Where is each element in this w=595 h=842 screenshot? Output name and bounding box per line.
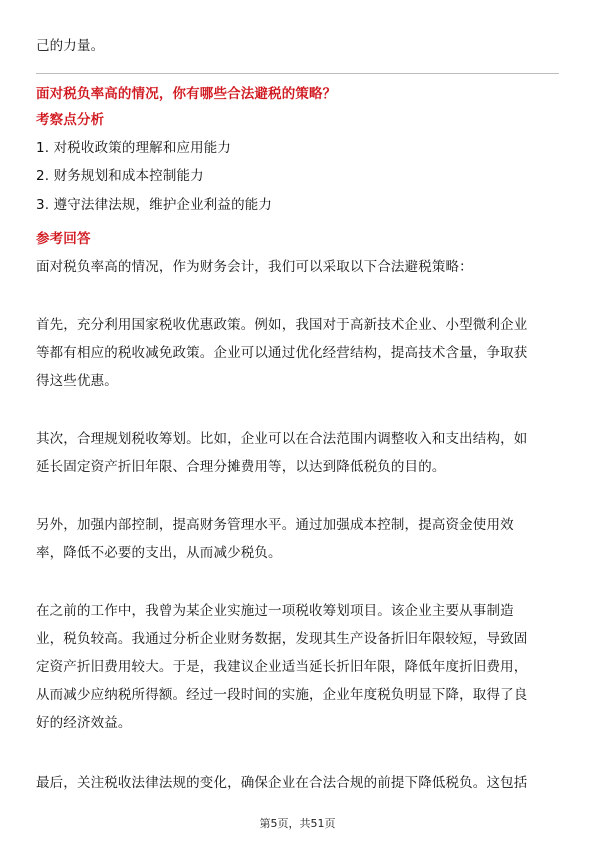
- analysis-item: 1. 对税收政策的理解和应用能力: [36, 140, 232, 156]
- paragraph-line: 得这些优惠。: [36, 373, 118, 389]
- paragraph-line: 首先，充分利用国家税收优惠政策。例如，我国对于高新技术企业、小型微利企业: [36, 317, 528, 333]
- paragraph-line: 等都有相应的税收减免政策。企业可以通过优化经营结构，提高技术含量，争取获: [36, 345, 528, 361]
- section-divider: [36, 73, 559, 74]
- answer-heading: 参考回答: [36, 231, 91, 247]
- paragraph-line: 最后，关注税收法律法规的变化，确保企业在合法合规的前提下降低税负。这包括: [36, 775, 528, 791]
- answer-intro: 面对税负率高的情况，作为财务会计，我们可以采取以下合法避税策略：: [36, 259, 473, 275]
- paragraph-line: 率，降低不必要的支出，从而减少税负。: [36, 545, 282, 561]
- question-title: 面对税负率高的情况，你有哪些合法避税的策略？: [36, 86, 337, 102]
- analysis-heading: 考察点分析: [36, 112, 105, 128]
- lead-in-text: 己的力量。: [36, 38, 105, 54]
- paragraph-line: 好的经济效益。: [36, 715, 132, 731]
- analysis-item: 2. 财务规划和成本控制能力: [36, 168, 204, 184]
- paragraph-line: 从而减少应纳税所得额。经过一段时间的实施，企业年度税负明显下降，取得了良: [36, 687, 528, 703]
- paragraph-line: 延长固定资产折旧年限、合理分摊费用等，以达到降低税负的目的。: [36, 459, 446, 475]
- page-number: 第5页，共51页: [259, 817, 336, 830]
- paragraph-line: 定资产折旧费用较大。于是，我建议企业适当延长折旧年限，降低年度折旧费用，: [36, 659, 528, 675]
- paragraph-line: 在之前的工作中，我曾为某企业实施过一项税收筹划项目。该企业主要从事制造: [36, 603, 514, 619]
- paragraph-line: 其次，合理规划税收筹划。比如，企业可以在合法范围内调整收入和支出结构，如: [36, 431, 528, 447]
- paragraph-line: 业，税负较高。我通过分析企业财务数据，发现其生产设备折旧年限较短，导致固: [36, 631, 528, 647]
- paragraph-line: 另外，加强内部控制，提高财务管理水平。通过加强成本控制，提高资金使用效: [36, 517, 514, 533]
- analysis-item: 3. 遵守法律法规，维护企业利益的能力: [36, 197, 273, 213]
